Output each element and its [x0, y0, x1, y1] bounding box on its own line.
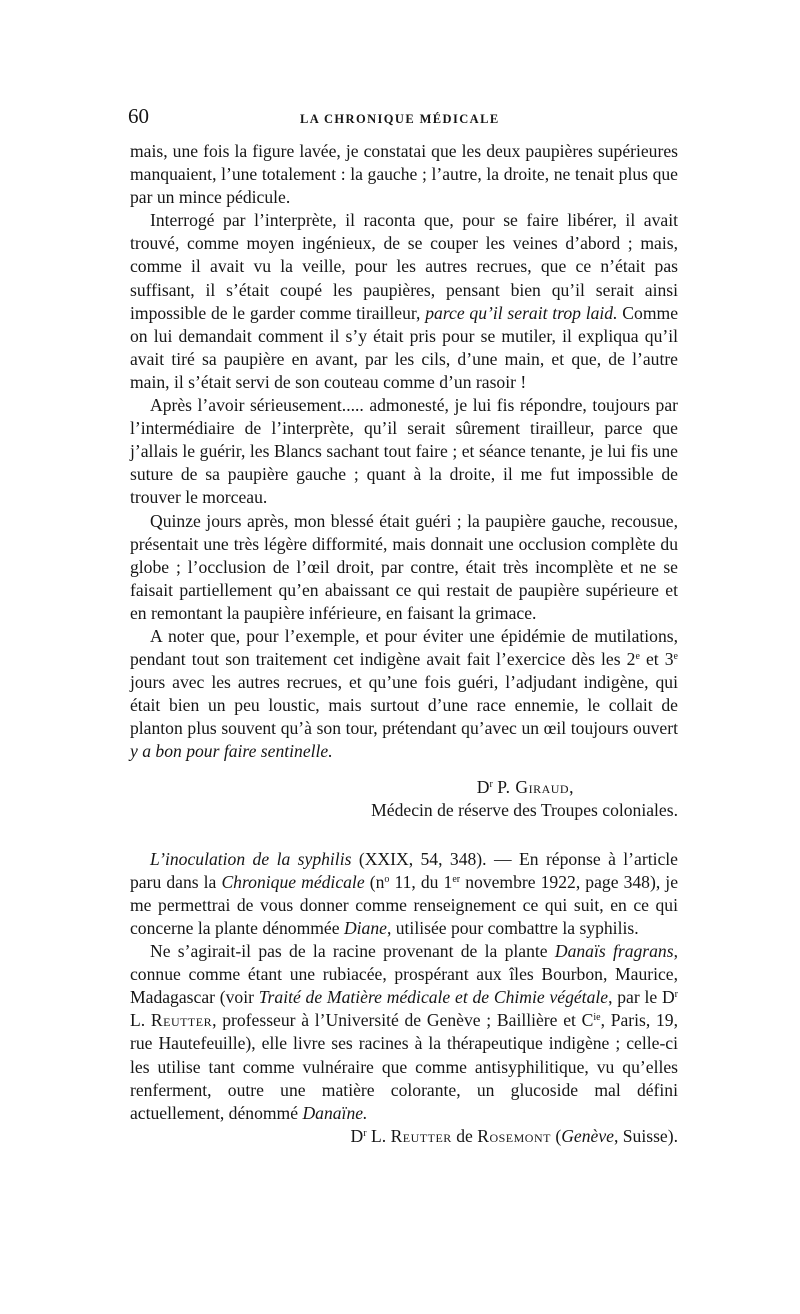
page-body — [130, 140, 678, 1148]
signature-reutter — [130, 1125, 678, 1148]
sig2-dr: D — [350, 1125, 364, 1146]
a2-text: novembre 1922, page 348), je me permettrai de vous donner comme renseignement ce qui suit, en ce qui concerne la plante dénommée — [130, 871, 678, 938]
paragraph-5-italic: y a bon pour faire sentinelle. — [130, 741, 333, 762]
paragraph-5-text-b: et 3 — [639, 649, 674, 670]
signature-title: Médecin de réserve des Troupes coloniales. — [371, 799, 678, 820]
paragraph-2 — [130, 209, 678, 394]
paragraph-4: Quinze jours après, mon blessé était guéri ; la paupière gauche, recousue, présentait une très légère difformité, mais donnait une occlusion complète du globe ; l’occlusion de l’œil droit, par contre, était très incomplète et ne se faisait partiellement qu’en abaissant ce qui restait de paupière supérieure et en remontant la paupière inférieure, en faisant la grimace. — [130, 510, 678, 623]
paragraph-5-text-c: jours avec les autres recrues, et qu’une fois guéri, l’adjudant indigène, qui était bien un peu loustic, mais surtout d’une race ennemie, le collait de planton plus souvent qu’à son tour, prétendant qu’avec un œil toujours ouvert — [130, 672, 678, 739]
plant-diane: Diane — [343, 918, 387, 938]
paragraph-5-text-a: A noter que, pour l’exemple, et pour éviter une épidémie de mutilations, pendant tout son traitement cet indigène avait fait l’exercice dès les 2 — [130, 625, 678, 670]
sig2-rosemont: Rosemont — [477, 1125, 551, 1146]
sig2-country: , Suisse). — [613, 1125, 678, 1146]
sup-r: r — [674, 989, 678, 1001]
sig2-l: L. — [366, 1125, 391, 1146]
paragraph-1: mais, une fois la figure lavée, je constatai que les deux paupières supérieures manquaient, l’une totalement : la gauche ; l’autre, la droite, ne tenait plus que par un mince pédicule. — [130, 141, 678, 208]
page-number: 60 — [128, 104, 149, 128]
a2p2-text: , Paris, 19, rue Hautefeuille), elle livre ses racines à la thérapeutique indigène ; celle-ci les utilise tant comme vulnéraire que comme antisyphilitique, vu qu’elles renferment, outre une matière colorante, un glucoside mal défini actuellement, dénommé — [130, 1010, 678, 1123]
sig-dr: D — [476, 776, 490, 797]
sig2-paren: ( — [550, 1125, 562, 1146]
a2p2-text: , professeur à l’Université de Genève ; Baillière et C — [212, 1010, 594, 1031]
ordinal-sup: e — [635, 651, 640, 663]
article-2-paragraph-2 — [130, 940, 678, 1125]
sup-er: er — [452, 873, 461, 885]
substance-danaine: Danaïne. — [302, 1102, 368, 1123]
paragraph-2-text-a: Interrogé par l’interprète, il raconta que, pour se faire libérer, il avait trouvé, comme moyen ingénieux, de se couper les veines d’abord ; mais, comme il avait vu la veille, pour les autres recrues, que ce n’était pas suffisant, il s’était coupé les paupières, pensant bien qu’il serait ainsi impossible de le garder comme tirailleur, — [130, 210, 678, 323]
a2p2-text: , connue comme étant une rubiacée, prospérant aux îles Bourbon, Maurice, Madagascar (voir — [130, 941, 678, 1008]
article-2-title: L’inoculation de la syphilis — [150, 848, 352, 869]
journal-name: Chronique médicale — [221, 871, 365, 892]
author-reutter: Reutter — [150, 1010, 213, 1031]
sig-name: P. Giraud, — [497, 776, 574, 797]
sig2-reutter: Reutter — [390, 1125, 452, 1146]
plant-danais: Danaïs fragrans — [554, 941, 674, 962]
a2p2-text: , par le D — [608, 987, 675, 1008]
a2p2-text: L. — [130, 1010, 151, 1031]
sig2-de: de — [451, 1125, 478, 1146]
sig-dr-sup: r — [489, 778, 493, 790]
paragraph-3: Après l’avoir sérieusement..... admonesté, je lui fis répondre, toujours par l’intermédiaire de l’interprète, qu’il serait sûrement tirailleur, parce que j’allais le guérir, les Blancs sachant tout faire ; et séance tenante, je lui fis une suture de sa paupière gauche ; quant à la droite, il me fut impossible de trouver le morceau. — [130, 395, 678, 508]
article-2-paragraph-1 — [130, 848, 678, 940]
a2p2-text: Ne s’agirait-il pas de la racine provenant de la plante — [150, 941, 555, 962]
sig2-dr-sup: r — [363, 1127, 367, 1139]
a2-text: (n — [364, 871, 385, 892]
sup-o: o — [384, 873, 390, 885]
book-title: Traité de Matière médicale et de Chimie végétale — [258, 987, 609, 1008]
paragraph-2-italic: parce qu’il serait trop laid. — [425, 302, 618, 323]
ordinal-sup: e — [673, 651, 678, 663]
sup-ie: ie — [593, 1012, 601, 1024]
paragraph-5 — [130, 625, 678, 764]
sig2-place: Genève — [561, 1125, 614, 1146]
a2-text: 11, du 1 — [389, 871, 453, 892]
signature-author — [130, 776, 678, 799]
page-header — [128, 104, 688, 136]
section-gap — [130, 822, 678, 848]
a2-text: (XXIX, 54, 348). — En réponse à l’article paru dans la — [130, 848, 678, 892]
running-title: LA CHRONIQUE MÉDICALE — [300, 112, 500, 126]
a2-text: , utilisée pour combattre la syphilis. — [386, 918, 639, 938]
paragraph-2-text-b: Comme on lui demandait comment il s’y était pris pour se mutiler, il expliqua qu’il avait tiré sa paupière en avant, par les cils, d’une main, et que, de l’autre main, il s’était servi de son couteau comme d’un rasoir ! — [130, 302, 679, 392]
